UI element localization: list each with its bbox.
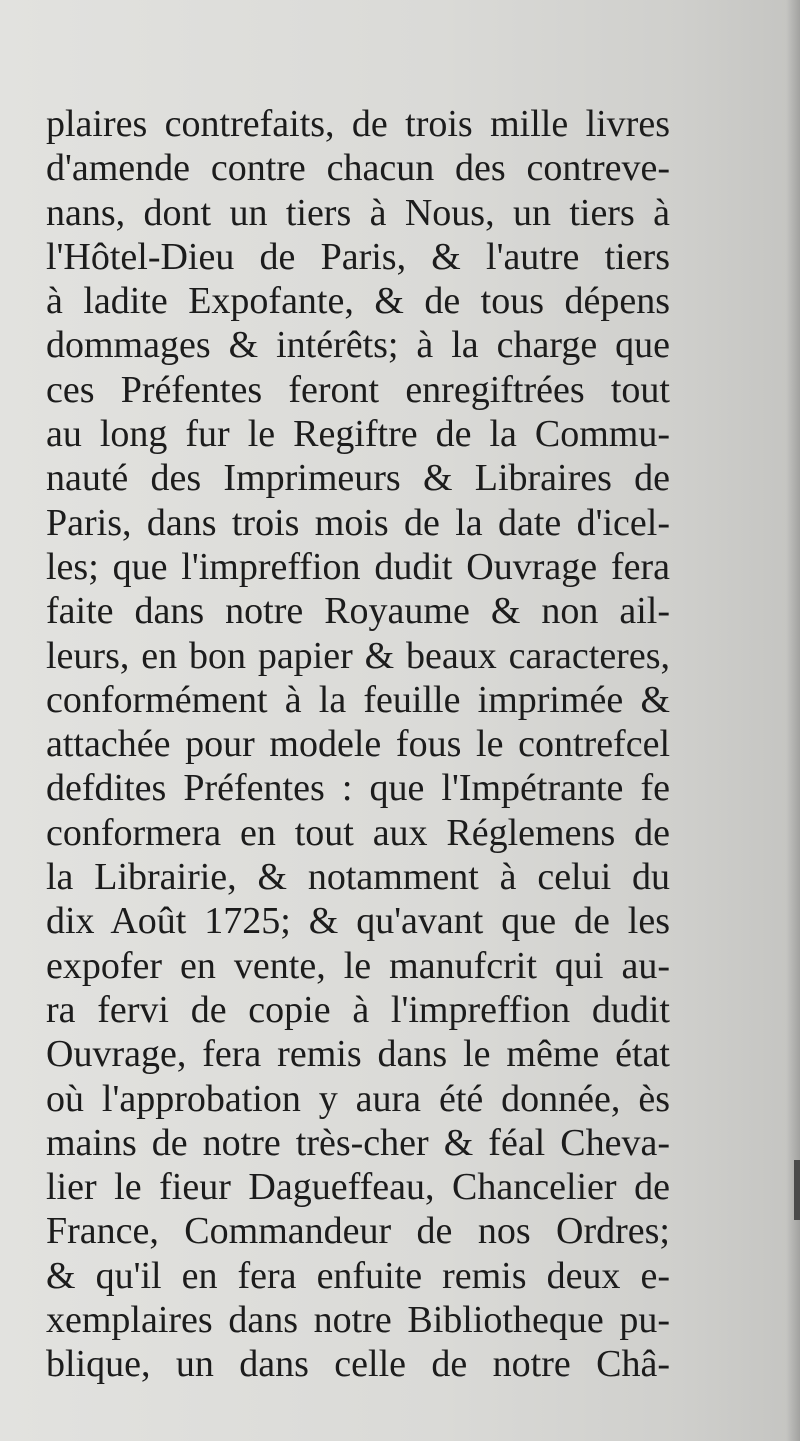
text-line: lier le fieur Dagueffeau, Chancelier de bbox=[46, 1166, 670, 1209]
text-line: ra fervi de copie à l'impreffion dudit bbox=[46, 988, 670, 1031]
text-line: nans, dont un tiers à Nous, un tiers à bbox=[46, 191, 670, 234]
text-line: où l'approbation y aura été donnée, ès bbox=[46, 1077, 670, 1120]
text-line: & qu'il en fera enfuite remis deux e- bbox=[46, 1254, 670, 1297]
page-edge-shadow bbox=[786, 0, 800, 1441]
text-line: la Librairie, & notamment à celui du bbox=[46, 856, 670, 899]
text-line: attachée pour modele fous le contrefcel bbox=[46, 723, 670, 766]
text-line: xemplaires dans notre Bibliotheque pu- bbox=[46, 1299, 670, 1342]
text-line: leurs, en bon papier & beaux caracteres, bbox=[46, 634, 670, 677]
text-line: plaires contrefaits, de trois mille livres bbox=[46, 103, 670, 145]
text-line: conformera en tout aux Réglemens de bbox=[46, 811, 670, 854]
text-line: faite dans notre Royaume & non ail- bbox=[46, 590, 670, 633]
text-line: expofer en vente, le manufcrit qui au- bbox=[46, 944, 670, 987]
text-line: dommages & intérêts; à la charge que bbox=[46, 324, 670, 367]
text-line: Paris, dans trois mois de la date d'icel- bbox=[46, 501, 670, 544]
text-line: France, Commandeur de nos Ordres; bbox=[46, 1210, 670, 1253]
text-line: mains de notre très-cher & féal Cheva- bbox=[46, 1121, 670, 1164]
text-line: l'Hôtel-Dieu de Paris, & l'autre tiers bbox=[46, 235, 670, 278]
text-line: les; que l'impreffion dudit Ouvrage fera bbox=[46, 545, 670, 588]
text-line: defdites Préfentes : que l'Impétrante fe bbox=[46, 767, 670, 810]
body-text bbox=[46, 102, 670, 1387]
text-line: conformément à la feuille imprimée & bbox=[46, 678, 670, 721]
text-line: Ouvrage, fera remis dans le même état bbox=[46, 1033, 670, 1076]
text-line: d'amende contre chacun des contreve- bbox=[46, 147, 670, 190]
text-line: dix Août 1725; & qu'avant que de les bbox=[46, 900, 670, 943]
text-line: au long fur le Regiftre de la Commu- bbox=[46, 413, 670, 456]
text-line: blique, un dans celle de notre Châ- bbox=[46, 1343, 670, 1386]
text-line: à ladite Expofante, & de tous dépens bbox=[46, 280, 670, 323]
text-line: ces Préfentes feront enregiftrées tout bbox=[46, 368, 670, 411]
page-edge-mark bbox=[794, 1160, 800, 1220]
text-line: nauté des Imprimeurs & Libraires de bbox=[46, 457, 670, 500]
